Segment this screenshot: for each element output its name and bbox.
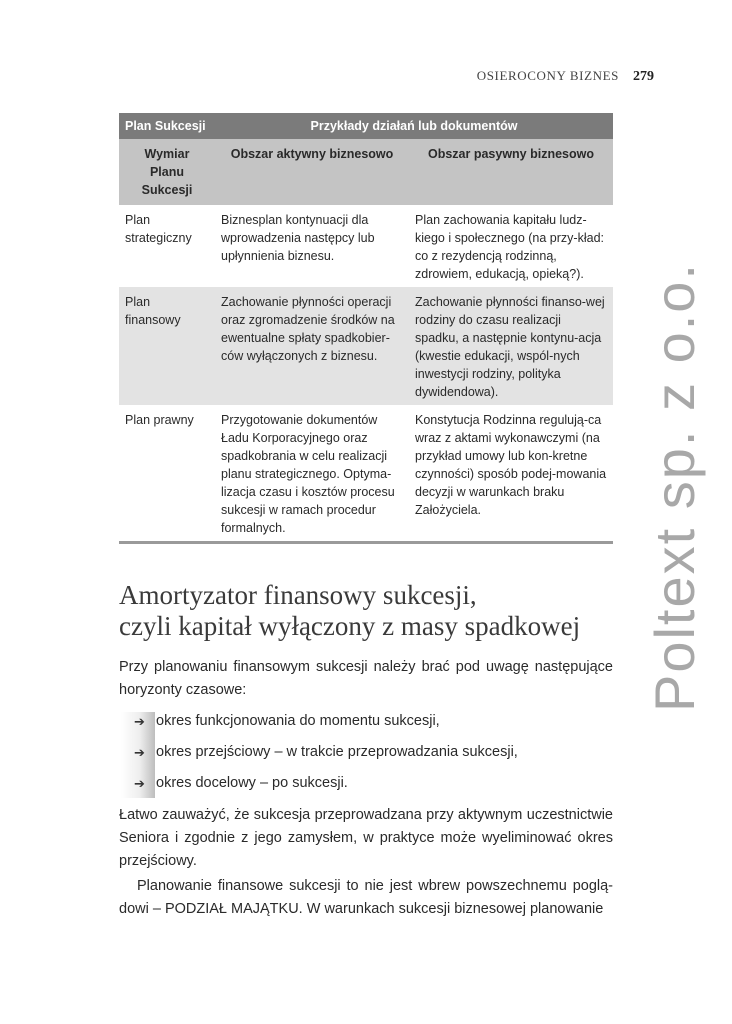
table-subheader-cell: Wymiar Planu Sukcesji — [119, 139, 215, 205]
table-subheader-cell: Obszar pasywny biznesowo — [409, 139, 613, 205]
intro-paragraph: Przy planowaniu finansowym sukcesji należy brać pod uwagę następujące horyzonty czasowe: — [119, 659, 613, 698]
table-cell-active: Biznesplan kontynuacji dla wprowadzenia następcy lub upłynnienia biznesu. — [215, 205, 409, 287]
table-row — [119, 405, 613, 543]
list-item — [134, 741, 518, 772]
list-item-text: okres funkcjonowania do momentu sukcesji, — [156, 713, 440, 729]
table-cell-active: Zachowanie płynności operacji oraz zgromadzenie środków na ewentualne spłaty spadkobier-ców wyłączonych z biznesu. — [215, 287, 409, 405]
table-header-row — [119, 113, 613, 139]
body-paragraph: Łatwo zauważyć, że sukcesja przeprowadzana przy aktywnym uczestnictwie Seniora i zgodnie z jego zamysłem, w praktyce może wyeliminować okres przejściowy. — [119, 807, 613, 869]
table-header-cell: Przykłady działań lub dokumentów — [215, 113, 613, 139]
arrow-right-icon: ➔ — [134, 776, 145, 791]
table-header-cell: Plan Sukcesji — [119, 113, 215, 139]
table-row — [119, 205, 613, 287]
table-cell-passive: Konstytucja Rodzinna regulują-ca wraz z aktami wykonawczymi (na przykład umowy lub kon-kretne czynności) sposób podej-mowania decyzji w warunkach braku Założyciela. — [409, 405, 613, 543]
watermark: Poltext sp. z o.o. — [643, 262, 706, 712]
table-cell-dimension: Plan strategiczny — [119, 205, 215, 287]
running-header — [477, 68, 654, 85]
table-subheader-row — [119, 139, 613, 205]
table-row — [119, 287, 613, 405]
table-cell-passive: Plan zachowania kapitału ludz-kiego i społecznego (na przy-kład: co z rezydencją rodzinną, zdrowiem, edukacją, opieką?). — [409, 205, 613, 287]
list-item — [134, 772, 518, 803]
running-header-title: OSIEROCONY BIZNES — [476, 68, 619, 83]
table-subheader-cell: Obszar aktywny biznesowo — [215, 139, 409, 205]
section-heading-line: czyli kapitał wyłączony z masy spadkowej — [119, 611, 581, 641]
table-cell-passive: Zachowanie płynności finanso-wej rodziny do czasu realizacji spadku, a następnie kontynu-acja (kwestie edukacji, wspól-nych inwestycji rodziny, polityka dywidendowa). — [409, 287, 613, 405]
section-heading-line: Amortyzator finansowy sukcesji, — [119, 580, 477, 610]
time-horizons-list — [134, 710, 518, 803]
table-cell-dimension: Plan prawny — [119, 405, 215, 543]
list-item-text: okres przejściowy – w trakcie przeprowadzania sukcesji, — [156, 744, 518, 760]
arrow-right-icon: ➔ — [134, 714, 145, 729]
list-item-text: okres docelowy – po sukcesji. — [156, 775, 348, 791]
list-item — [134, 710, 518, 741]
succession-plan-table — [119, 113, 613, 544]
table-cell-active: Przygotowanie dokumentów Ładu Korporacyjnego oraz spadkobrania w celu realizacji planu strategicznego. Optyma-lizacja czasu i kosztów procesu sukcesji w ramach procedur formalnych. — [215, 405, 409, 543]
page-number: 279 — [633, 69, 654, 84]
arrow-right-icon: ➔ — [134, 745, 145, 760]
table-cell-dimension: Plan finansowy — [119, 287, 215, 405]
body-paragraph: Planowanie finansowe sukcesji to nie jest wbrew powszechnemu poglą-dowi – PODZIAŁ MAJĄTKU. W warunkach sukcesji biznesowej planowanie — [119, 878, 613, 917]
section-heading — [119, 580, 619, 642]
